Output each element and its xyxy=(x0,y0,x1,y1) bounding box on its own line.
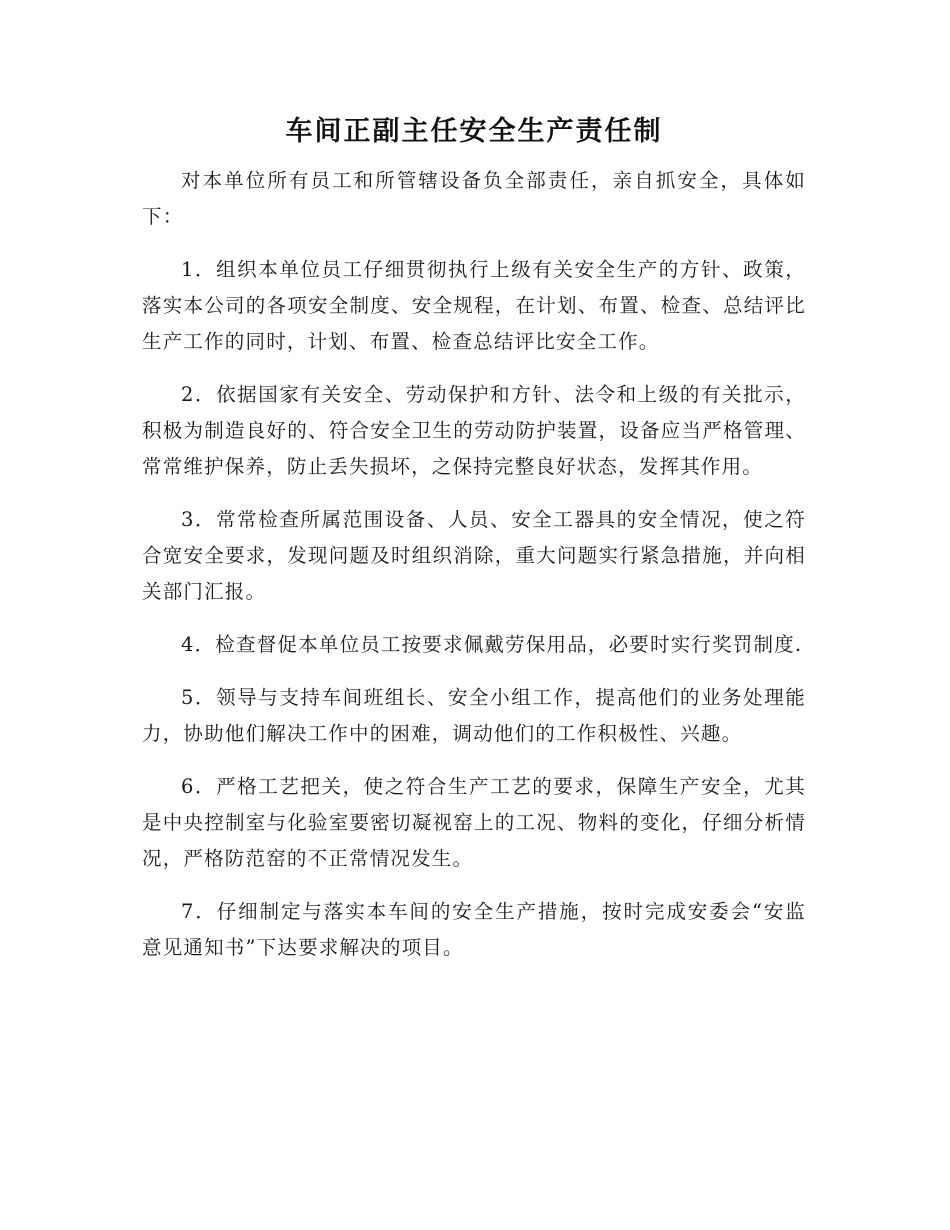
document-page xyxy=(142,112,806,983)
item-paragraph-7: 7．仔细制定与落实本车间的安全生产措施，按时完成安委会“安监意见通知书”下达要求解决的项目。 xyxy=(142,900,806,959)
item-paragraph-6: 6．严格工艺把关，使之符合生产工艺的要求，保障生产安全，尤其是中央控制室与化验室要密切凝视窑上的工况、物料的变化，仔细分析情况，严格防范窑的不正常情况发生。 xyxy=(142,775,806,870)
item-paragraph-5: 5．领导与支持车间班组长、安全小组工作，提高他们的业务处理能力，协助他们解决工作中的困难，调动他们的工作积极性、兴趣。 xyxy=(142,686,806,745)
item-paragraph-1: 1．组织本单位员工仔细贯彻执行上级有关安全生产的方针、政策，落实本公司的各项安全制度、安全规程，在计划、布置、检查、总结评比生产工作的同时，计划、布置、检查总结评比安全工作。 xyxy=(142,258,806,353)
item-paragraph-3: 3．常常检查所属范围设备、人员、安全工器具的安全情况，使之符合宽安全要求，发现问题及时组织消除，重大问题实行紧急措施，并向相关部门汇报。 xyxy=(142,508,806,603)
intro-paragraph: 对本单位所有员工和所管辖设备负全部责任，亲自抓安全，具体如下： xyxy=(142,169,806,228)
item-paragraph-2: 2．依据国家有关安全、劳动保护和方针、法令和上级的有关批示，积极为制造良好的、符合安全卫生的劳动防护装置，设备应当严格管理、常常维护保养，防止丢失损坏，之保持完整良好状态，发挥其作用。 xyxy=(142,383,806,478)
document-title: 车间正副主任安全生产责任制 xyxy=(285,116,663,147)
item-paragraph-4: 4．检查督促本单位员工按要求佩戴劳保用品，必要时实行奖罚制度. xyxy=(181,633,803,656)
